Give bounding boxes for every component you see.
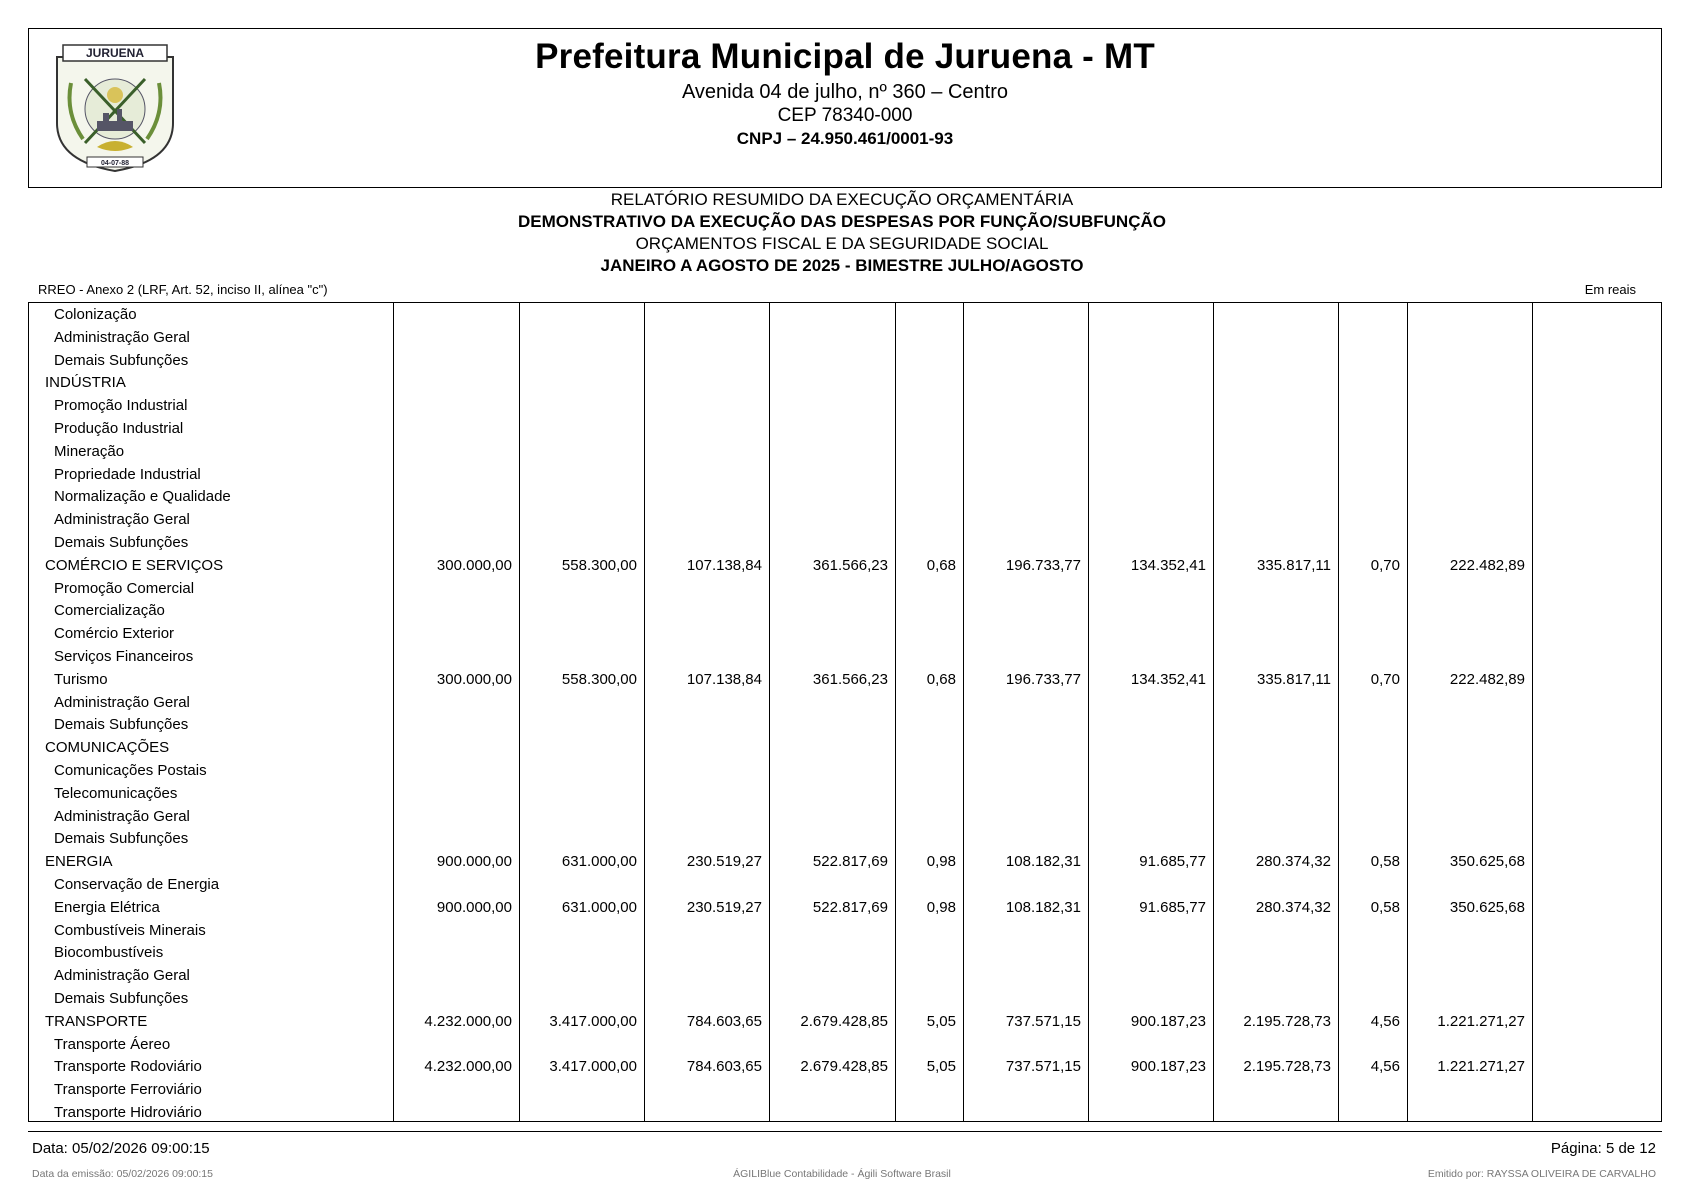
header-box (28, 28, 1662, 188)
subfunction-row (29, 440, 1663, 463)
value-cell: 0,98 (926, 898, 956, 916)
value-cell: 335.817,11 (1257, 670, 1331, 688)
subfunction-row (29, 622, 1663, 645)
value-cell: 4,56 (1370, 1012, 1400, 1030)
subfunction-row (29, 896, 1663, 919)
subfunction-row (29, 508, 1663, 531)
value-cell: 0,98 (926, 853, 956, 871)
function-row (29, 736, 1663, 759)
value-cell: 522.817,69 (812, 853, 888, 871)
row-label: Transporte Ferroviário (54, 1081, 202, 1099)
subfunction-row (29, 599, 1663, 622)
value-cell: 2.679.428,85 (800, 1058, 888, 1076)
subfunction-row (29, 873, 1663, 896)
value-cell: 361.566,23 (812, 556, 888, 574)
value-cell: 196.733,77 (1005, 556, 1081, 574)
subfunction-row (29, 531, 1663, 554)
subfunction-row (29, 1078, 1663, 1101)
row-label: Administração Geral (54, 511, 190, 529)
value-cell: 280.374,32 (1255, 898, 1331, 916)
expense-table (28, 302, 1662, 1122)
org-cep: CEP 78340-000 (777, 105, 913, 126)
row-label: Mineração (54, 442, 125, 460)
row-label: Energia Elétrica (54, 898, 160, 916)
subfunction-row (29, 645, 1663, 668)
row-label: Promoção Comercial (54, 579, 195, 597)
subfunction-row (29, 1055, 1663, 1078)
row-label: Transporte Hidroviário (54, 1104, 202, 1121)
value-cell: 2.195.728,73 (1243, 1058, 1331, 1076)
value-cell: 2.195.728,73 (1243, 1012, 1331, 1030)
value-cell: 230.519,27 (686, 853, 762, 871)
value-cell: 1.221.271,27 (1437, 1012, 1525, 1030)
value-cell: 900.000,00 (436, 853, 512, 871)
value-cell: 558.300,00 (561, 556, 637, 574)
org-cnpj: CNPJ – 24.950.461/0001-93 (736, 129, 954, 148)
subfunction-row (29, 668, 1663, 691)
value-cell: 0,70 (1370, 556, 1400, 574)
org-address: Avenida 04 de julho, nº 360 – Centro (681, 81, 1009, 103)
function-row (29, 554, 1663, 577)
org-title: Prefeitura Municipal de Juruena - MT (535, 37, 1155, 76)
row-label: Demais Subfunções (54, 534, 189, 551)
subfunction-row (29, 417, 1663, 440)
subfunction-row (29, 987, 1663, 1010)
value-cell: 107.138,84 (686, 670, 762, 688)
value-cell: 631.000,00 (561, 898, 637, 916)
row-label: Telecomunicações (54, 784, 178, 802)
value-cell: 5,05 (926, 1058, 956, 1076)
svg-text:04-07-88: 04-07-88 (100, 160, 130, 167)
software-credit: ÁGILIBlue Contabilidade - Ágili Software Brasil (733, 1168, 951, 1180)
value-cell: 91.685,77 (1139, 898, 1206, 916)
row-label: Demais Subfunções (54, 830, 189, 848)
row-label: Normalização e Qualidade (54, 488, 231, 506)
svg-text:JURUENA: JURUENA (85, 46, 145, 60)
subfunction-row (29, 759, 1663, 782)
value-cell: 4.232.000,00 (424, 1058, 512, 1076)
value-cell: 784.603,65 (686, 1058, 762, 1076)
value-cell: 3.417.000,00 (549, 1058, 637, 1076)
row-label: Propriedade Industrial (54, 465, 201, 483)
footer-date: Data: 05/02/2026 09:00:15 (32, 1140, 210, 1157)
report-title: RELATÓRIO RESUMIDO DA EXECUÇÃO ORÇAMENTÁRIA (610, 190, 1074, 209)
row-label: COMUNICAÇÕES (45, 739, 170, 757)
value-cell: 0,68 (926, 670, 956, 688)
page-number: Página: 5 de 12 (1550, 1140, 1656, 1157)
subfunction-row (29, 463, 1663, 486)
value-cell: 335.817,11 (1257, 556, 1331, 574)
value-cell: 107.138,84 (686, 556, 762, 574)
value-cell: 222.482,89 (1449, 670, 1525, 688)
value-cell: 361.566,23 (812, 670, 888, 688)
row-label: Serviços Financeiros (54, 648, 194, 665)
row-label: Comercialização (54, 602, 165, 620)
report-subtitle: DEMONSTRATIVO DA EXECUÇÃO DAS DESPESAS POR FUNÇÃO/SUBFUNÇÃO (518, 212, 1166, 231)
row-label: Promoção Industrial (54, 397, 188, 415)
currency-unit: Em reais (1584, 282, 1636, 297)
value-cell: 300.000,00 (436, 556, 512, 574)
value-cell: 134.352,41 (1130, 670, 1206, 688)
row-label: Colonização (54, 306, 137, 323)
row-label: Transporte Rodoviário (54, 1058, 202, 1076)
row-label: Administração Geral (54, 807, 190, 825)
row-label: Demais Subfunções (54, 351, 189, 369)
footer-divider (28, 1131, 1662, 1132)
row-label: Comércio Exterior (54, 625, 175, 643)
value-cell: 222.482,89 (1449, 556, 1525, 574)
subfunction-row (29, 919, 1663, 942)
function-row (29, 371, 1663, 394)
subfunction-row (29, 394, 1663, 417)
subfunction-row (29, 1033, 1663, 1056)
value-cell: 300.000,00 (436, 670, 512, 688)
subfunction-row (29, 941, 1663, 964)
function-row (29, 1010, 1663, 1033)
row-label: Produção Industrial (54, 420, 184, 437)
value-cell: 558.300,00 (561, 670, 637, 688)
subfunction-row (29, 577, 1663, 600)
value-cell: 784.603,65 (686, 1012, 762, 1030)
value-cell: 91.685,77 (1139, 853, 1206, 871)
value-cell: 900.000,00 (436, 898, 512, 916)
subfunction-row (29, 326, 1663, 349)
value-cell: 0,68 (926, 556, 956, 574)
subfunction-row (29, 1101, 1663, 1124)
value-cell: 230.519,27 (686, 898, 762, 916)
row-label: COMÉRCIO E SERVIÇOS (45, 556, 224, 574)
subfunction-row (29, 964, 1663, 987)
value-cell: 108.182,31 (1005, 853, 1081, 871)
value-cell: 0,58 (1370, 853, 1400, 871)
value-cell: 737.571,15 (1005, 1012, 1081, 1030)
subfunction-row (29, 691, 1663, 714)
subfunction-row (29, 349, 1663, 372)
row-label: Administração Geral (54, 967, 190, 985)
subfunction-row (29, 827, 1663, 850)
value-cell: 631.000,00 (561, 853, 637, 871)
value-cell: 2.679.428,85 (800, 1012, 888, 1030)
annex-reference: RREO - Anexo 2 (LRF, Art. 52, inciso II, alínea "c") (38, 282, 328, 297)
value-cell: 900.187,23 (1130, 1012, 1206, 1030)
emitted-by: Emitido por: RAYSSA OLIVEIRA DE CARVALHO (1427, 1168, 1656, 1180)
subfunction-row (29, 805, 1663, 828)
value-cell: 3.417.000,00 (549, 1012, 637, 1030)
row-label: Conservação de Energia (54, 876, 220, 893)
value-cell: 1.221.271,27 (1437, 1058, 1525, 1076)
subfunction-row (29, 782, 1663, 805)
row-label: Combustíveis Minerais (54, 921, 206, 939)
value-cell: 4,56 (1370, 1058, 1400, 1076)
row-label: Administração Geral (54, 693, 190, 711)
value-cell: 5,05 (926, 1012, 956, 1030)
value-cell: 4.232.000,00 (424, 1012, 512, 1030)
function-row (29, 850, 1663, 873)
value-cell: 196.733,77 (1005, 670, 1081, 688)
emission-date: Data da emissão: 05/02/2026 09:00:15 (32, 1168, 213, 1180)
value-cell: 0,58 (1370, 898, 1400, 916)
value-cell: 350.625,68 (1449, 853, 1525, 871)
row-label: INDÚSTRIA (45, 374, 126, 392)
row-label: Biocombustíveis (54, 944, 164, 962)
row-label: Comunicações Postais (54, 762, 207, 779)
row-label: Turismo (54, 670, 108, 688)
value-cell: 0,70 (1370, 670, 1400, 688)
value-cell: 108.182,31 (1005, 898, 1081, 916)
row-label: Demais Subfunções (54, 990, 189, 1007)
value-cell: 280.374,32 (1255, 853, 1331, 871)
value-cell: 522.817,69 (812, 898, 888, 916)
value-cell: 737.571,15 (1005, 1058, 1081, 1076)
value-cell: 134.352,41 (1130, 556, 1206, 574)
row-label: Administração Geral (54, 328, 190, 346)
subfunction-row (29, 303, 1663, 326)
subfunction-row (29, 713, 1663, 736)
subfunction-row (29, 485, 1663, 508)
row-label: Transporte Áereo (54, 1035, 171, 1053)
row-label: ENERGIA (45, 853, 113, 871)
row-label: TRANSPORTE (45, 1012, 148, 1030)
row-label: Demais Subfunções (54, 716, 189, 734)
value-cell: 900.187,23 (1130, 1058, 1206, 1076)
report-scope: ORÇAMENTOS FISCAL E DA SEGURIDADE SOCIAL (635, 234, 1049, 253)
report-period: JANEIRO A AGOSTO DE 2025 - BIMESTRE JULHO/AGOSTO (600, 256, 1084, 275)
value-cell: 350.625,68 (1449, 898, 1525, 916)
